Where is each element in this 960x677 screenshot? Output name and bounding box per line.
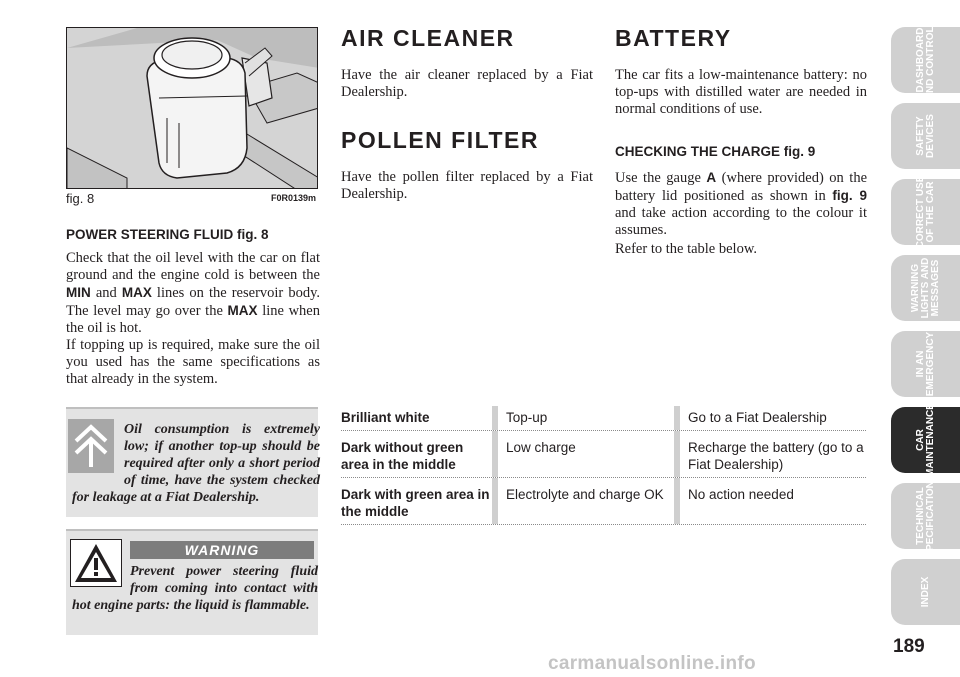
tab-label: DASHBOARD AND CONTROLS	[914, 19, 936, 101]
tab-index[interactable]	[891, 559, 960, 625]
table-row	[341, 431, 866, 478]
text-run: line when the oil is hot.	[66, 303, 320, 336]
max-mark: MAX	[227, 303, 258, 318]
pollen-filter-text: Have the pollen filter replaced by a Fiat Dealership.	[341, 169, 593, 202]
watermark: carmanualsonline.info	[548, 653, 756, 674]
tab-label: INDEX	[919, 576, 931, 608]
note-text-block	[72, 421, 320, 506]
page-number: 189	[893, 636, 925, 657]
fig9-reference: fig. 9	[832, 188, 867, 203]
pollen-filter-heading: POLLEN FILTER	[341, 127, 539, 153]
table-cell-colour: Dark with green area in the middle	[341, 487, 490, 519]
max-mark: MAX	[121, 285, 152, 300]
refer-table-text: Refer to the table below.	[615, 241, 757, 257]
column-divider	[492, 478, 498, 524]
tab-label: CAR MAINTENANCE	[914, 403, 936, 477]
table-cell-action: Go to a Fiat Dealership	[688, 410, 827, 425]
tab-dashboard-and-controls[interactable]	[891, 19, 960, 101]
tab-technical-specifications[interactable]	[891, 474, 960, 558]
reservoir-illustration	[67, 28, 318, 189]
table-cell-colour: Brilliant white	[341, 410, 430, 425]
battery-heading: BATTERY	[615, 25, 732, 51]
figure-power-steering-reservoir	[66, 27, 318, 189]
warning-text: Prevent power steering fluid from coming into contact with hot engine parts: the liquid is flammable.	[72, 564, 318, 613]
table-cell-state: Electrolyte and charge OK	[506, 487, 664, 502]
checking-charge-text	[615, 169, 867, 239]
text-run: and take action according to the colour it assumes.	[615, 205, 867, 238]
power-steering-section	[66, 226, 320, 388]
tab-label: SAFETY DEVICES	[914, 114, 936, 158]
figure-label: fig. 8	[66, 191, 95, 206]
power-steering-paragraph-2: If topping up is required, make sure the oil you used has the same specifications as that already in the system.	[66, 337, 320, 387]
battery-text: The car fits a low-maintenance battery: no top-ups with distilled water are needed in normal conditions of use.	[615, 67, 867, 117]
battery-charge-table	[341, 406, 866, 525]
tab-label: CORRECT USE OF THE CAR	[914, 175, 936, 249]
gauge-label: A	[706, 170, 717, 185]
note-text: Oil consumption is extremely low; if another top-up should be required after only a short period of time, have the system checked for leakage at a Fiat Dealership.	[72, 422, 320, 505]
tab-label: WARNING LIGHTS AND MESSAGES	[909, 257, 941, 319]
tab-safety-devices[interactable]	[891, 103, 960, 169]
power-steering-paragraph-1	[66, 250, 320, 337]
figure-caption	[66, 191, 318, 207]
text-run: Check that the oil level with the car on flat ground and the engine cold is between the	[66, 250, 320, 283]
tab-correct-use-of-the-car[interactable]	[891, 175, 960, 249]
column-divider	[492, 406, 498, 430]
tab-car-maintenance[interactable]	[891, 403, 960, 477]
tab-label: TECHNICAL SPECIFICATIONS	[914, 474, 936, 558]
table-cell-action: No action needed	[688, 487, 794, 502]
column-divider	[492, 431, 498, 477]
air-cleaner-text: Have the air cleaner replaced by a Fiat Dealership.	[341, 67, 593, 100]
table-cell-state: Top-up	[506, 410, 548, 425]
min-mark: MIN	[66, 285, 91, 300]
checking-charge-heading: CHECKING THE CHARGE fig. 9	[615, 144, 816, 159]
power-steering-heading: POWER STEERING FLUID fig. 8	[66, 227, 269, 242]
warning-title: WARNING	[130, 541, 314, 559]
tab-label: IN AN EMERGENCY	[914, 331, 936, 397]
table-cell-state: Low charge	[506, 440, 576, 455]
text-run: lines on the reservoir body. The level may go over the	[66, 285, 321, 319]
figure-code: F0R0139m	[270, 193, 316, 203]
warning-text-block	[72, 563, 318, 614]
table-row	[341, 478, 866, 525]
table-row	[341, 406, 866, 431]
air-cleaner-heading: AIR CLEANER	[341, 25, 515, 51]
table-cell-colour: Dark without green area in the middle	[341, 440, 464, 472]
text-run: and	[90, 285, 122, 301]
table-cell-action: Recharge the battery (go to a Fiat Dealership)	[688, 440, 864, 472]
tab-warning-lights-and-messages[interactable]	[891, 255, 960, 321]
tab-in-an-emergency[interactable]	[891, 331, 960, 397]
text-run: (where provided) on the battery lid positioned as shown in	[615, 170, 868, 204]
text-run: Use the gauge	[615, 170, 707, 186]
note-box	[66, 407, 318, 517]
warning-box	[66, 529, 318, 635]
